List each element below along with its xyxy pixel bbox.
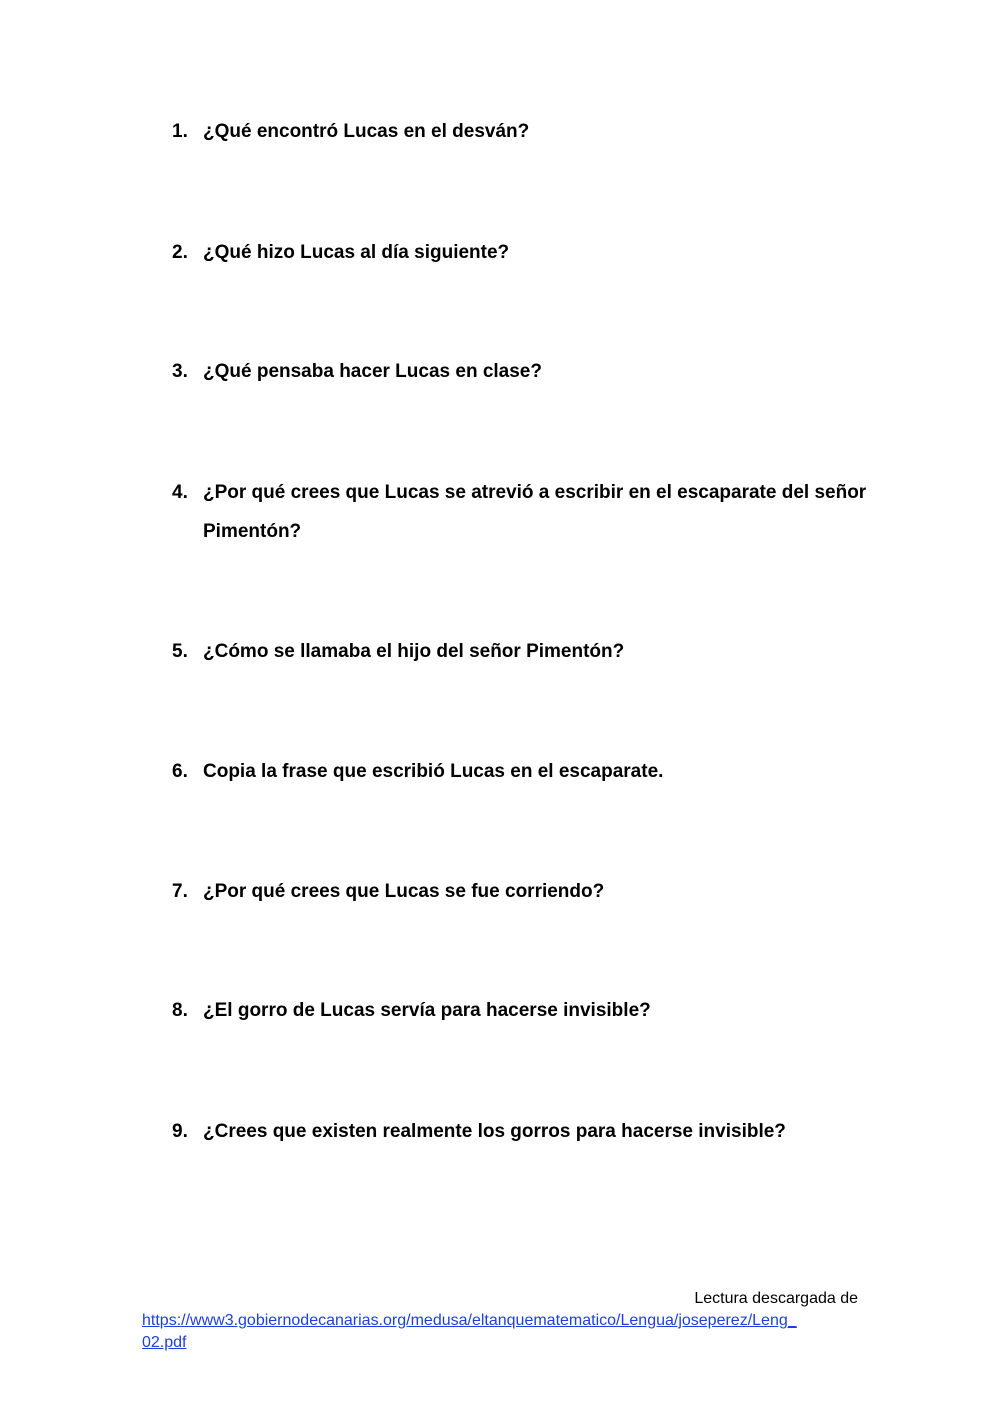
question-text: ¿Qué encontró Lucas en el desván? (203, 121, 530, 142)
question-number: 4. (172, 482, 188, 503)
question-text: ¿Qué pensaba hacer Lucas en clase? (203, 361, 542, 382)
question-text: Copia la frase que escribió Lucas en el escaparate. (203, 761, 664, 782)
source-link-line-1[interactable]: https://www3.gobiernodecanarias.org/medusa/eltanquematematico/Lengua/joseperez/Leng_ (142, 1312, 797, 1329)
question-text: ¿Qué hizo Lucas al día siguiente? (203, 242, 510, 263)
question-number: 7. (172, 881, 188, 902)
question-8 (172, 991, 872, 1030)
question-2 (172, 233, 872, 272)
question-number: 8. (172, 1000, 188, 1021)
question-7 (172, 872, 872, 911)
source-link-line-2[interactable]: 02.pdf (142, 1334, 187, 1351)
question-6 (172, 752, 872, 791)
source-label: Lectura descargada de (694, 1290, 858, 1307)
question-3 (172, 352, 872, 391)
question-1 (172, 112, 872, 151)
question-number: 3. (172, 361, 188, 382)
question-number: 9. (172, 1121, 188, 1142)
question-text: ¿Cómo se llamaba el hijo del señor Pimentón? (203, 641, 625, 662)
question-4 (172, 473, 872, 551)
source-link[interactable] (142, 1310, 858, 1354)
question-text: ¿Por qué crees que Lucas se atrevió a escribir en el escaparate del señor Pimentón? (203, 482, 867, 542)
source-footer (142, 1288, 858, 1354)
question-number: 5. (172, 641, 188, 662)
question-text: ¿El gorro de Lucas servía para hacerse invisible? (203, 1000, 651, 1021)
question-9 (172, 1112, 872, 1151)
question-number: 2. (172, 242, 188, 263)
question-number: 1. (172, 121, 188, 142)
question-number: 6. (172, 761, 188, 782)
question-text: ¿Por qué crees que Lucas se fue corriendo? (203, 881, 605, 902)
question-5 (172, 632, 872, 671)
question-text: ¿Crees que existen realmente los gorros para hacerse invisible? (203, 1121, 786, 1142)
